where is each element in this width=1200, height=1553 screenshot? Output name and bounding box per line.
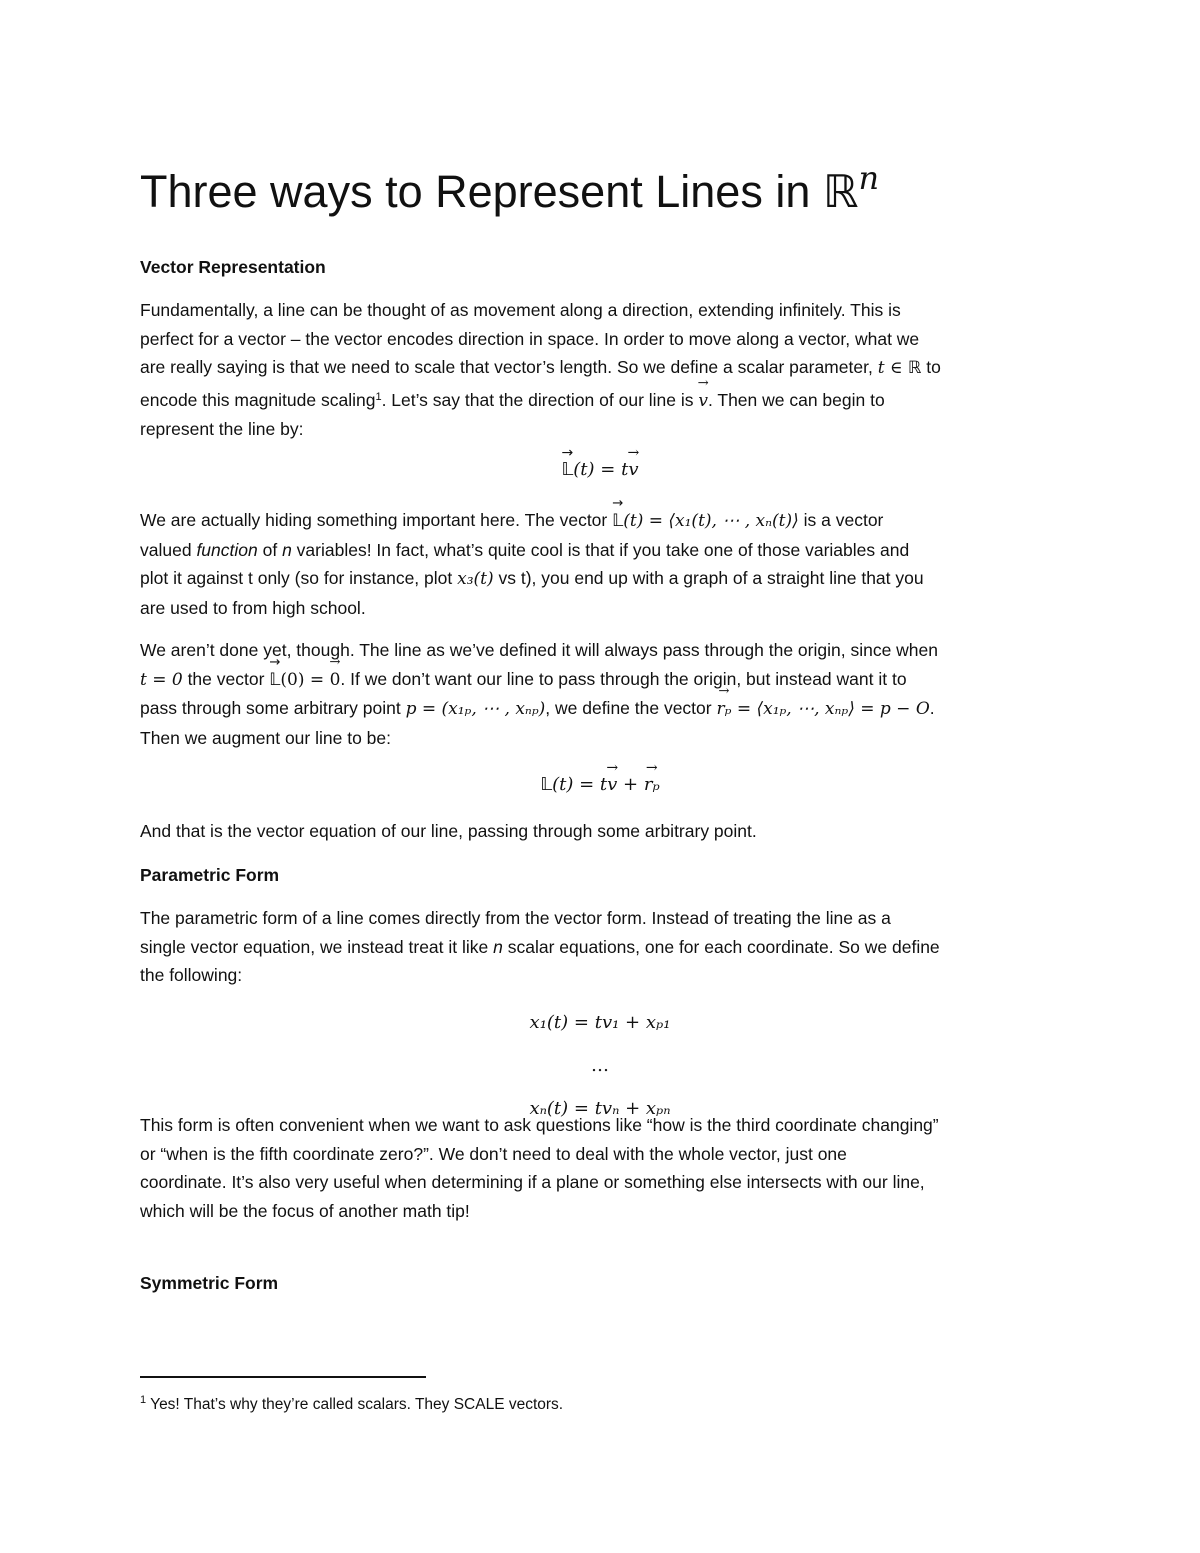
- math-n: n: [493, 936, 503, 957]
- math-inline: p = (x₁ₚ, ⋯ , xₙₚ): [405, 699, 546, 719]
- text-span: encode this magnitude scaling: [140, 389, 376, 410]
- text-line: [140, 694, 1060, 724]
- text-span: .: [929, 698, 935, 718]
- text-line: The parametric form of a line comes directly from the vector form. Instead of treating the line as a: [140, 908, 891, 928]
- vector-rp: → rₚ: [716, 695, 731, 724]
- math-inline: = ⟨x₁ₚ, ⋯, xₙₚ⟩ = p − O: [731, 699, 930, 719]
- math-span: xₙ(t) = tvₙ + xₚₙ: [529, 1098, 671, 1119]
- text-span: scalar equations, one for each coordinate. So we define: [502, 936, 940, 957]
- text-line: [140, 383, 1060, 416]
- text-line: represent the line by:: [140, 419, 304, 439]
- line-function-symbol: → 𝕃: [269, 666, 280, 695]
- zero-vector: → 0: [330, 666, 341, 695]
- text-line: Then we augment our line to be:: [140, 727, 391, 748]
- text-span: We are actually hiding something important here. The vector: [140, 510, 613, 530]
- text-line: [140, 353, 1060, 383]
- text-span: . Then we can begin to: [707, 389, 885, 410]
- vector-v: → v: [607, 771, 617, 799]
- text-span: , we define the vector: [545, 698, 717, 718]
- footnote: [140, 1389, 563, 1416]
- section-heading-symmetric: Symmetric Form: [140, 1273, 279, 1293]
- emphasis-function: function: [196, 539, 258, 560]
- text-line: the following:: [140, 965, 243, 985]
- footnote-reference[interactable]: 1: [375, 390, 382, 403]
- text-line: [140, 933, 1060, 962]
- line-function-symbol: → 𝕃: [561, 456, 573, 484]
- text-span: plot it against t only (so for instance, plot: [140, 568, 458, 588]
- text-span: of: [257, 539, 283, 560]
- parametric-ellipsis: [140, 1052, 1060, 1080]
- text-span: variables! In fact, what’s quite cool is that if you take one of those variables and: [291, 539, 910, 560]
- vector-v: → v: [628, 456, 638, 484]
- text-span: the vector: [182, 668, 270, 689]
- math-n: n: [282, 539, 292, 560]
- section-heading-parametric: Parametric Form: [140, 865, 280, 885]
- text-line: Fundamentally, a line can be thought of as movement along a direction, extending infinitely. This is: [140, 300, 901, 320]
- math-inline: t ∈: [877, 358, 908, 378]
- text-line: [140, 665, 1060, 695]
- text-line: And that is the vector equation of our line, passing through some arbitrary point.: [140, 821, 757, 841]
- parametric-paragraph-1: [140, 904, 1060, 990]
- text-line: which will be the focus of another math tip!: [140, 1200, 470, 1221]
- equation-line-vector: [140, 456, 1060, 484]
- vector-rp: → rₚ: [644, 771, 660, 799]
- vector-paragraph-4: [140, 817, 1060, 846]
- text-span: to: [921, 357, 941, 377]
- text-span: single vector equation, we instead treat it like: [140, 936, 494, 957]
- real-numbers-symbol: ℝ: [907, 358, 922, 378]
- footnote-number: 1: [140, 1394, 147, 1406]
- line-function-symbol: 𝕃: [540, 774, 553, 795]
- vector-paragraph-2: [140, 506, 1060, 622]
- math-span: (t) =: [573, 459, 622, 480]
- section-heading-vector: Vector Representation: [140, 257, 326, 277]
- text-line: This form is often convenient when we want to ask questions like “how is the third coordinate changing”: [140, 1115, 939, 1135]
- text-line: We aren’t done yet, though. The line as we’ve defined it will always pass through the origin, since when: [140, 640, 939, 660]
- text-line: are used to from high school.: [140, 597, 366, 618]
- parametric-paragraph-2: [140, 1111, 1060, 1225]
- parametric-equation-1: [140, 1009, 1060, 1037]
- text-span: . Let’s say that the direction of our line is: [381, 389, 699, 410]
- text-line: coordinate. It’s also very useful when determining if a plane or something else intersects with our line,: [140, 1172, 925, 1192]
- vector-paragraph-3: [140, 636, 1060, 752]
- text-line: [140, 506, 1060, 536]
- text-span: . If we don’t want our line to pass through the origin, but instead want it to: [340, 668, 907, 689]
- text-span: vs t), you end up with a graph of a straight line that you: [493, 568, 924, 588]
- text-line: [140, 564, 1060, 594]
- real-numbers-symbol: ℝ: [822, 165, 859, 218]
- math-inline: t = 0: [140, 669, 183, 690]
- math-span: x₁(t) = tv₁ + xₚ₁: [529, 1012, 671, 1033]
- text-span: pass through some arbitrary point: [140, 698, 406, 718]
- page-title: [140, 150, 879, 220]
- footnote-text: Yes! That’s why they’re called scalars. They SCALE vectors.: [146, 1396, 564, 1413]
- footnote-separator: [140, 1376, 426, 1378]
- text-line: perfect for a vector – the vector encodes direction in space. In order to move along a vector, what we: [140, 328, 920, 349]
- math-inline: (t) = ⟨x₁(t), ⋯ , xₙ(t)⟩: [623, 511, 799, 531]
- title-text: Three ways to Represent Lines in: [140, 166, 823, 217]
- line-function-symbol: → 𝕃: [612, 507, 623, 536]
- text-span: is a vector: [798, 510, 884, 530]
- equation-line-augmented: [140, 771, 1060, 799]
- math-span: t: [621, 459, 629, 480]
- math-span: +: [617, 774, 644, 795]
- vector-v: → v: [698, 387, 708, 416]
- math-inline: x₃(t): [457, 569, 494, 589]
- title-exponent: n: [858, 159, 880, 197]
- math-span: (t) = t: [552, 774, 608, 795]
- text-line: [140, 536, 1060, 565]
- text-span: valued: [140, 539, 197, 560]
- math-inline: (0) =: [280, 669, 330, 690]
- text-line: or “when is the fifth coordinate zero?”. We don’t need to deal with the whole vector, just one: [140, 1143, 847, 1164]
- vector-paragraph-1: [140, 296, 1060, 444]
- math-span: …: [591, 1055, 609, 1076]
- text-span: are really saying is that we need to scale that vector’s length. So we define a scalar parameter,: [140, 357, 878, 377]
